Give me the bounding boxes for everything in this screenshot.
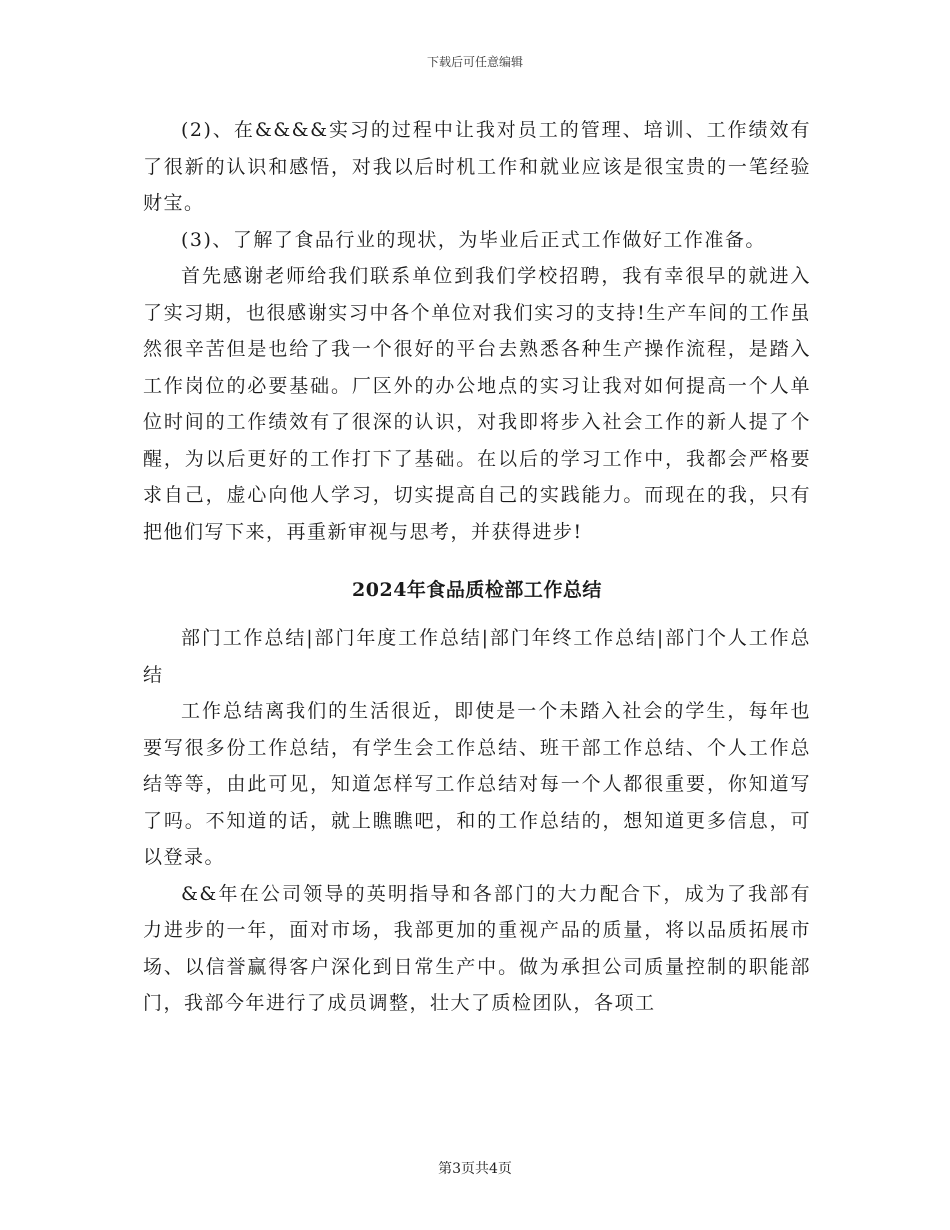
document-body <box>143 112 811 1022</box>
section-title: 2024年食品质检部工作总结 <box>352 579 602 601</box>
paragraph-categories: 部门工作总结|部门年度工作总结|部门年终工作总结|部门个人工作总结 <box>143 627 811 686</box>
paragraph: (2)、在&&&&实习的过程中让我对员工的管理、培训、工作绩效有了很新的认识和感悟，对我以后时机工作和就业应该是很宝贵的一笔经验财宝。 <box>143 119 811 214</box>
paragraph: 工作总结离我们的生活很近，即使是一个未踏入社会的学生，每年也要写很多份工作总结，有学生会工作总结、班干部工作总结、个人工作总结等等，由此可见，知道怎样写工作总结对每一个人都很重要，你知道写了吗。不知道的话，就上瞧瞧吧，和的工作总结的，想知道更多信息，可以登录。 <box>143 700 811 868</box>
paragraph: (3)、了解了食品行业的现状，为毕业后正式工作做好工作准备。 <box>181 228 766 251</box>
paragraph: 首先感谢老师给我们联系单位到我们学校招聘，我有幸很早的就进入了实习期，也很感谢实习中各个单位对我们实习的支持!生产车间的工作虽然很辛苦但是也给了我一个很好的平台去熟悉各种生产操作流程，是踏入工作岗位的必要基础。厂区外的办公地点的实习让我对如何提高一个人单位时间的工作绩效有了很深的认识，对我即将步入社会工作的新人提了个醒，为以后更好的工作打下了基础。在以后的学习工作中，我都会严格要求自己，虚心向他人学习，切实提高自己的实践能力。而现在的我，只有把他们写下来，再重新审视与思考，并获得进步! <box>143 265 811 543</box>
page-header-note: 下载后可任意编辑 <box>426 55 523 69</box>
paragraph: &&年在公司领导的英明指导和各部门的大力配合下，成为了我部有力进步的一年，面对市场，我部更加的重视产品的质量，将以品质拓展市场、以信誉赢得客户深化到日常生产中。做为承担公司质量控制的职能部门，我部今年进行了成员调整，壮大了质检团队，各项工 <box>143 882 811 1014</box>
page-number: 第3页共4页 <box>438 1161 512 1177</box>
